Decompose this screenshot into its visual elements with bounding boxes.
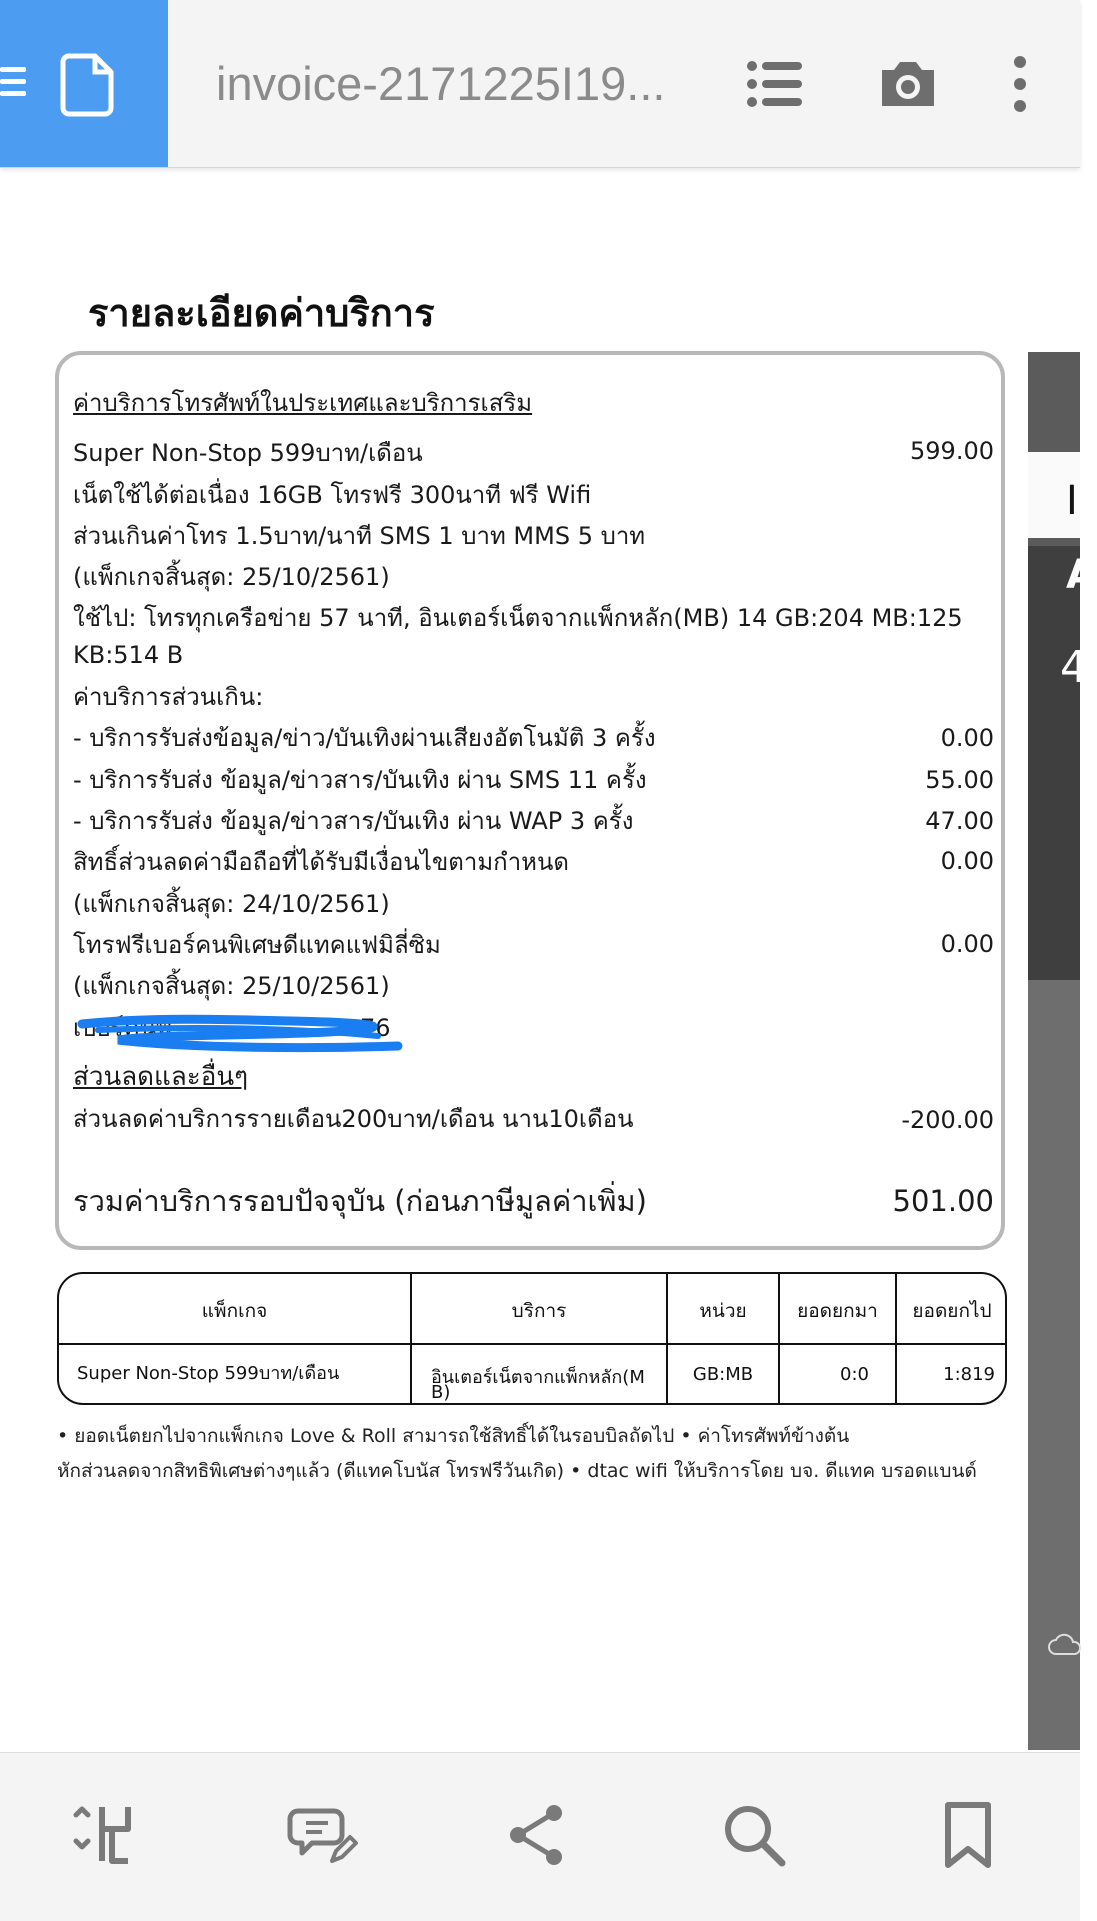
list-icon[interactable] xyxy=(742,52,806,116)
line-item: - บริการรับส่ง ข้อมูล/ข่าวสาร/บันเทิง ผ่าน SMS 11 ครั้ง xyxy=(73,766,647,794)
menu-icon[interactable] xyxy=(0,67,26,97)
line-item: - บริการรับส่งข้อมูล/ข่าว/บันเทิงผ่านเสียงอัตโนมัติ 3 ครั้ง xyxy=(73,724,656,752)
bookmark-icon[interactable] xyxy=(934,1801,1002,1869)
table-cell: อินเตอร์เน็ตจากแพ็กหลัก(M xyxy=(431,1367,645,1388)
total-amount: 501.00 xyxy=(892,1184,994,1218)
redacted-phone-tail: 76 xyxy=(360,1014,391,1042)
document-menu-button[interactable] xyxy=(0,0,168,167)
table-header: แพ็กเกจ xyxy=(201,1300,268,1322)
line-item: (แพ็กเกจสิ้นสุด: 24/10/2561) xyxy=(73,890,390,918)
line-amount: 0.00 xyxy=(940,930,994,958)
table-cell: 0:0 xyxy=(840,1364,869,1385)
line-item: ใช้ไป: โทรทุกเครือข่าย 57 นาที, อินเตอร์เน็ตจากแพ็กหลัก(MB) 14 GB:204 MB:125 xyxy=(73,604,963,632)
line-item: เน็ตใช้ได้ต่อเนื่อง 16GB โทรฟรี 300นาที ฟรี Wifi xyxy=(73,481,592,509)
document-icon xyxy=(55,52,117,118)
line-amount: 55.00 xyxy=(925,766,994,794)
line-amount: 599.00 xyxy=(910,437,994,465)
total-label: รวมค่าบริการรอบปัจจุบัน (ก่อนภาษีมูลค่าเพิ่ม) xyxy=(73,1184,647,1218)
footnote-line: • ยอดเน็ตยกไปจากแพ็กเกจ Love & Roll สามารถใช้สิทธิ์ได้ในรอบบิลถัดไป • ค่าโทรศัพท์ข้างต้น xyxy=(57,1425,850,1447)
section-title-domestic: ค่าบริการโทรศัพท์ในประเทศและบริการเสริม xyxy=(73,389,533,417)
cloud-icon xyxy=(1048,1632,1080,1656)
discount-line: ส่วนลดค่าบริการรายเดือน200บาท/เดือน นาน10เดือน xyxy=(73,1105,634,1133)
table-cell: 1:819 xyxy=(943,1364,995,1385)
discount-amount: -200.00 xyxy=(901,1106,994,1134)
line-item: ส่วนเกินค่าโทร 1.5บาท/นาที SMS 1 บาท MMS 5 บาท xyxy=(73,522,646,550)
line-amount: 47.00 xyxy=(925,807,994,835)
table-cell: GB:MB xyxy=(692,1364,754,1385)
next-page-preview[interactable] xyxy=(1028,352,1097,1750)
table-header: บริการ xyxy=(511,1300,567,1322)
share-icon[interactable] xyxy=(504,1801,572,1869)
peek-glyph: I xyxy=(1066,478,1078,524)
usage-table xyxy=(57,1272,1007,1405)
peek-glyph: A xyxy=(1066,552,1097,598)
camera-icon[interactable] xyxy=(876,52,940,116)
table-cell: B) xyxy=(431,1382,451,1403)
footnote-line: หักส่วนลดจากสิทธิพิเศษต่างๆแล้ว (ดีแทคโบนัส โทรฟรีวันเกิด) • dtac wifi ให้บริการโดย บจ. ดีแทค บรอดแบนด์ xyxy=(57,1460,977,1482)
more-vertical-icon[interactable] xyxy=(988,52,1052,116)
line-amount: 0.00 xyxy=(940,847,994,875)
line-amount: 0.00 xyxy=(940,724,994,752)
search-icon[interactable] xyxy=(720,1801,788,1869)
line-item: (แพ็กเกจสิ้นสุด: 25/10/2561) xyxy=(73,972,390,1000)
page-layout-icon[interactable] xyxy=(68,1801,136,1869)
line-item: สิทธิ์ส่วนลดค่ามือถือที่ได้รับมีเงื่อนไขตามกำหนด xyxy=(73,848,569,876)
line-item: (แพ็กเกจสิ้นสุด: 25/10/2561) xyxy=(73,563,390,591)
line-item: โทรฟรีเบอร์คนพิเศษดีแทคแฟมิลี่ซิม xyxy=(73,931,441,959)
line-item: Super Non-Stop 599บาท/เดือน xyxy=(73,439,423,467)
table-cell: Super Non-Stop 599บาท/เดือน xyxy=(77,1363,340,1384)
redacted-phone-line: เบอร์คนพิ xyxy=(73,1014,173,1042)
line-item: - บริการรับส่ง ข้อมูล/ข่าวสาร/บันเทิง ผ่าน WAP 3 ครั้ง xyxy=(73,807,634,835)
table-header: ยอดยกไป xyxy=(912,1300,992,1322)
page-heading: รายละเอียดค่าบริการ xyxy=(88,291,435,335)
peek-glyph: 4 xyxy=(1060,642,1088,693)
table-header: ยอดยกมา xyxy=(797,1300,878,1322)
line-item: ค่าบริการส่วนเกิน: xyxy=(73,683,264,711)
redaction-scribble xyxy=(78,1010,408,1060)
section-title-discounts: ส่วนลดและอื่นๆ xyxy=(73,1062,249,1092)
comment-icon[interactable] xyxy=(288,1801,356,1869)
table-header: หน่วย xyxy=(699,1300,747,1322)
bottom-toolbar xyxy=(0,1752,1080,1921)
top-app-bar xyxy=(0,0,1080,168)
line-item: KB:514 B xyxy=(73,641,184,669)
document-title: invoice-2171225I19... xyxy=(216,57,666,110)
